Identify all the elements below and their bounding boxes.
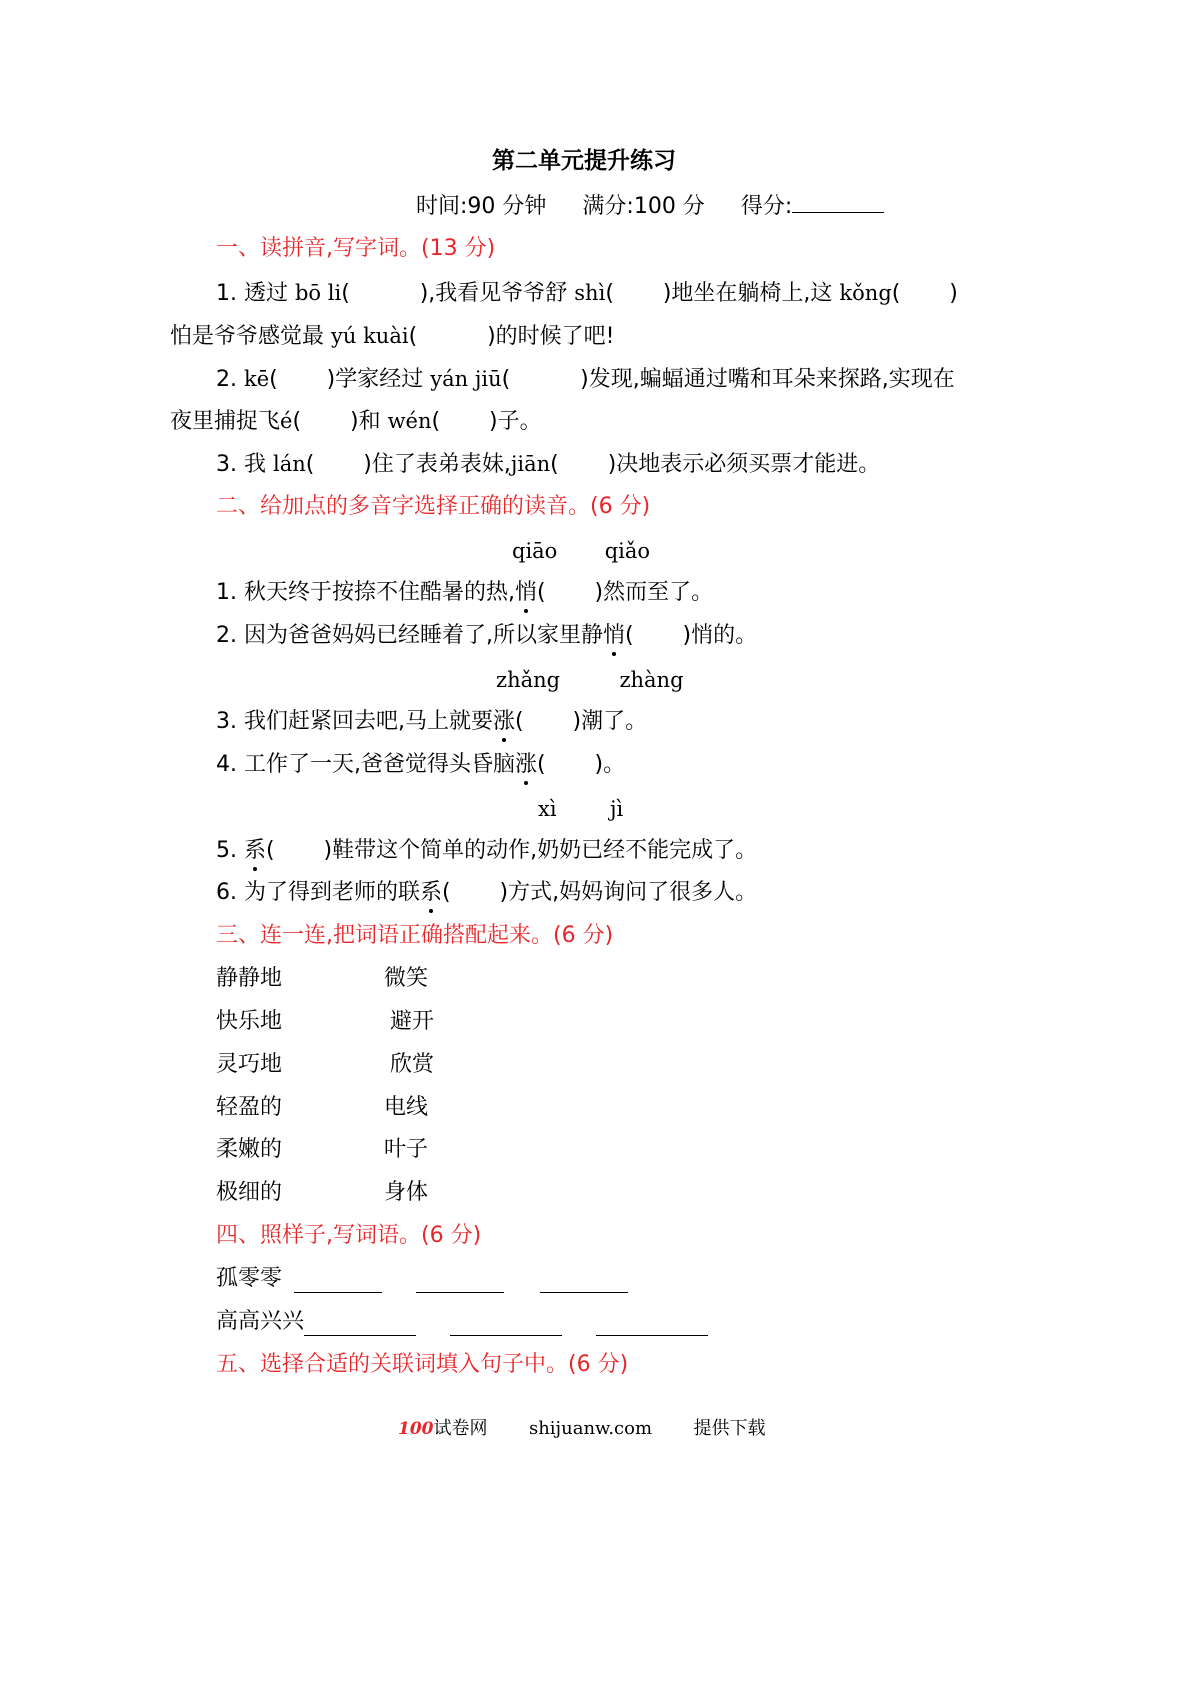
answer-paren[interactable]: ( )潮了。 — [515, 709, 648, 734]
s1-question-1a — [216, 278, 958, 309]
answer-paren[interactable]: ( )发现,蝙蝠通过嘴和耳朵来探路,实现在 — [501, 367, 955, 392]
s4-blank-1c[interactable] — [540, 1270, 628, 1293]
answer-paren[interactable]: ( ),我看见爷爷舒 — [341, 281, 575, 306]
pinyin: kē — [243, 367, 270, 391]
answer-paren[interactable]: ( )。 — [537, 752, 626, 777]
section-2-heading: 二、给加点的多音字选择正确的读音。(6 分) — [216, 494, 651, 519]
answer-paren[interactable]: ( )鞋带这个简单的动作,奶奶已经不能完成了。 — [266, 838, 758, 863]
pinyin: yú kuài — [331, 324, 409, 348]
pinyin: é — [280, 409, 293, 433]
answer-paren[interactable]: ( )的时候了吧! — [408, 324, 615, 349]
s1-question-1b — [170, 321, 614, 352]
s4-blank-1a[interactable] — [294, 1270, 382, 1293]
pinyin: kǒng — [839, 281, 892, 305]
footer-provide: 提供下载 — [693, 1418, 766, 1439]
answer-paren[interactable]: ( ) — [891, 281, 958, 306]
text: 3. 我 — [216, 452, 273, 477]
pinyin-options-3 — [538, 794, 623, 824]
match-right-1[interactable]: 微笑 — [384, 966, 429, 991]
dotted-char: 系 — [244, 836, 266, 866]
text: 2. — [216, 367, 244, 392]
section-5-heading: 五、选择合适的关联词填入句子中。(6 分) — [216, 1352, 629, 1377]
pinyin-option: qiǎo — [604, 539, 651, 563]
match-right-2[interactable]: 避开 — [390, 1009, 435, 1034]
pinyin: shì — [574, 281, 606, 305]
dotted-char: 悄 — [515, 578, 537, 608]
logo-100: 100 — [398, 1419, 434, 1439]
answer-paren[interactable]: ( )然而至了。 — [537, 580, 714, 605]
pinyin-options-2 — [496, 665, 684, 695]
s4-example-2: 高高兴兴 — [216, 1309, 305, 1334]
pinyin: jiān — [510, 452, 551, 476]
text: 夜里捕捉飞 — [170, 409, 281, 434]
match-right-6[interactable]: 身体 — [384, 1180, 429, 1205]
pinyin-option: jì — [609, 797, 624, 821]
s4-example-1: 孤零零 — [216, 1266, 283, 1291]
match-right-3[interactable]: 欣赏 — [390, 1052, 435, 1077]
dotted-char: 悄 — [603, 621, 625, 651]
dotted-char: 系 — [420, 878, 442, 908]
s1-question-2b — [170, 406, 542, 437]
answer-paren[interactable]: ( )住了表弟表妹, — [305, 452, 511, 477]
pinyin-option: qiāo — [512, 539, 558, 563]
answer-paren[interactable]: ( )地坐在躺椅上,这 — [605, 281, 840, 306]
s4-blank-2c[interactable] — [596, 1313, 708, 1336]
text: 3. 我们赶紧回去吧,马上就要 — [216, 709, 493, 734]
s4-blank-2a[interactable] — [304, 1313, 416, 1336]
s2-question-2 — [216, 621, 757, 651]
dotted-char: 涨 — [515, 750, 537, 780]
match-left-6[interactable]: 极细的 — [216, 1180, 283, 1205]
pinyin: bō li — [294, 281, 342, 305]
page-title: 第二单元提升练习 — [492, 148, 676, 174]
section-3-heading: 三、连一连,把词语正确搭配起来。(6 分) — [216, 923, 614, 948]
s1-question-2a — [216, 364, 955, 395]
s2-question-4 — [216, 750, 625, 780]
pinyin-option: zhàng — [619, 668, 684, 692]
answer-paren[interactable]: ( )方式,妈妈询问了很多人。 — [442, 880, 758, 905]
pinyin-options-1 — [512, 536, 650, 566]
text: 1. 秋天终于按捺不住酷暑的热, — [216, 580, 515, 605]
s2-question-3 — [216, 707, 647, 737]
pinyin-option: xì — [538, 797, 557, 821]
section-4-heading: 四、照样子,写词语。(6 分) — [216, 1223, 482, 1248]
pinyin-option: zhǎng — [496, 668, 561, 692]
full-score-label: 满分:100 分 — [582, 194, 705, 219]
answer-paren[interactable]: ( )决地表示必须买票才能进。 — [550, 452, 881, 477]
match-left-3[interactable]: 灵巧地 — [216, 1052, 283, 1077]
text: 1. 透过 — [216, 281, 295, 306]
match-right-5[interactable]: 叶子 — [384, 1137, 429, 1162]
s4-blank-1b[interactable] — [416, 1270, 504, 1293]
answer-paren[interactable]: ( )子。 — [431, 409, 542, 434]
match-left-2[interactable]: 快乐地 — [216, 1009, 283, 1034]
answer-paren[interactable]: ( )学家经过 — [269, 367, 431, 392]
footer — [398, 1414, 766, 1444]
s1-question-3 — [216, 449, 880, 480]
s2-question-5 — [216, 836, 757, 866]
answer-paren[interactable]: ( )悄的。 — [625, 623, 758, 648]
pinyin: wén — [387, 409, 432, 433]
dotted-char: 涨 — [493, 707, 515, 737]
s2-question-6 — [216, 878, 757, 908]
match-left-1[interactable]: 静静地 — [216, 966, 283, 991]
text: 6. 为了得到老师的联 — [216, 880, 420, 905]
text: 5. — [216, 838, 244, 863]
footer-brand: 试卷网 — [433, 1418, 488, 1439]
meta-line — [416, 190, 884, 222]
match-left-4[interactable]: 轻盈的 — [216, 1095, 283, 1120]
text: 怕是爷爷感觉最 — [170, 324, 331, 349]
footer-site[interactable]: shijuanw.com — [528, 1418, 653, 1439]
text: 2. 因为爸爸妈妈已经睡着了,所以家里静 — [216, 623, 603, 648]
text: 4. 工作了一天,爸爸觉得头昏脑 — [216, 752, 515, 777]
answer-paren[interactable]: ( )和 — [292, 409, 388, 434]
score-label: 得分: — [740, 194, 793, 219]
s4-blank-2b[interactable] — [450, 1313, 562, 1336]
pinyin: lán — [272, 452, 306, 476]
s2-question-1 — [216, 578, 713, 608]
pinyin: yán jiū — [430, 367, 502, 391]
time-label: 时间:90 分钟 — [416, 194, 547, 219]
section-1-heading: 一、读拼音,写字词。(13 分) — [216, 236, 496, 261]
match-right-4[interactable]: 电线 — [384, 1095, 429, 1120]
score-blank[interactable] — [792, 190, 884, 213]
match-left-5[interactable]: 柔嫩的 — [216, 1137, 283, 1162]
